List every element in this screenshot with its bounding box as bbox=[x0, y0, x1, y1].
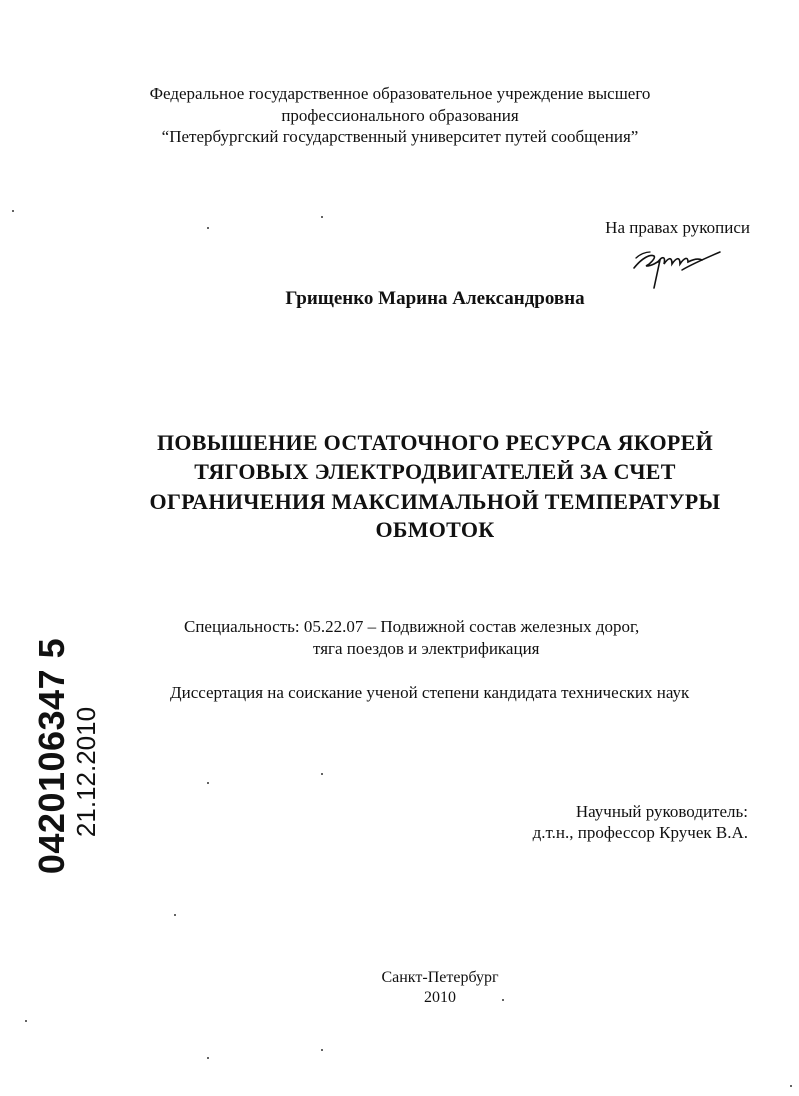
institution-line-1: Федеральное государственное образовательное учреждение высшего bbox=[149, 84, 651, 103]
scan-speck bbox=[174, 914, 176, 916]
scan-speck bbox=[207, 227, 209, 229]
library-stamp-number: 0420106347 5 bbox=[31, 637, 72, 875]
scan-speck bbox=[207, 1057, 209, 1059]
title-line-3: ОГРАНИЧЕНИЯ МАКСИМАЛЬНОЙ ТЕМПЕРАТУРЫ bbox=[149, 489, 721, 514]
title-line-4: ОБМОТОК bbox=[375, 517, 495, 542]
scan-speck bbox=[321, 216, 323, 218]
institution-line-2: профессионального образования bbox=[281, 106, 519, 125]
scan-speck bbox=[502, 999, 504, 1001]
specialty-line-1: Специальность: 05.22.07 – Подвижной состав железных дорог, bbox=[184, 617, 640, 636]
scan-speck bbox=[207, 782, 209, 784]
city: Санкт-Петербург bbox=[381, 969, 499, 986]
scan-speck bbox=[321, 773, 323, 775]
scan-speck bbox=[321, 1049, 323, 1051]
year: 2010 bbox=[424, 989, 456, 1006]
supervisor-name: д.т.н., профессор Кручек В.А. bbox=[532, 823, 748, 842]
institution-line-3: “Петербургский государственный университет путей сообщения” bbox=[161, 127, 639, 146]
title-line-2: ТЯГОВЫХ ЭЛЕКТРОДВИГАТЕЛЕЙ ЗА СЧЕТ bbox=[194, 459, 676, 484]
title-line-1: ПОВЫШЕНИЕ ОСТАТОЧНОГО РЕСУРСА ЯКОРЕЙ bbox=[156, 430, 714, 455]
dissertation-type: Диссертация на соискание ученой степени кандидата технических наук bbox=[170, 683, 690, 702]
library-stamp-date: 21.12.2010 bbox=[71, 706, 101, 838]
supervisor-label: Научный руководитель: bbox=[575, 802, 748, 821]
specialty-line-2: тяга поездов и электрификация bbox=[313, 639, 540, 658]
scan-speck bbox=[25, 1020, 27, 1022]
signature-image bbox=[628, 240, 724, 290]
scan-speck bbox=[12, 210, 14, 212]
scan-speck bbox=[790, 1085, 792, 1087]
manuscript-note: На правах рукописи bbox=[605, 218, 750, 237]
author-name: Грищенко Марина Александровна bbox=[285, 288, 585, 309]
